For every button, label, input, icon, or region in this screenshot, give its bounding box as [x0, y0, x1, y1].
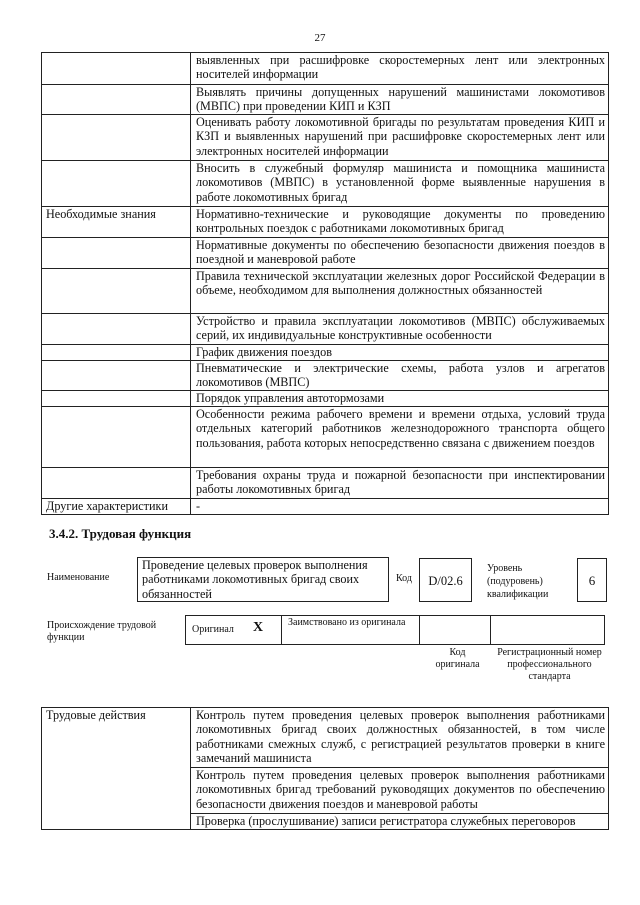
borrowed-label: Заимствовано из оригинала — [288, 617, 406, 628]
row-label — [42, 114, 191, 160]
table-row — [42, 85, 609, 115]
origin-label: Происхождение трудовой функции — [47, 620, 157, 643]
table-row — [42, 237, 609, 268]
original-label: Оригинал — [192, 624, 234, 635]
row-label — [42, 85, 191, 115]
row-label — [42, 237, 191, 268]
table-row — [42, 160, 609, 206]
table-row — [42, 498, 609, 514]
level-value-box — [577, 558, 607, 602]
row-label — [42, 268, 191, 313]
row-text: Оценивать работу локомотивной бригады по результатам проведения КИП и КЗП и выявленных нарушений при расшифровке скоростемерных лент или электронных носителей информации — [191, 114, 609, 160]
row-label: Трудовые действия — [42, 708, 191, 830]
table-row — [42, 467, 609, 498]
row-label — [42, 344, 191, 360]
row-label — [42, 467, 191, 498]
row-label: Другие характеристики — [42, 498, 191, 514]
row-text: Контроль путем проведения целевых проверок выполнения работниками локомотивных бригад требований руководящих документов по обеспечению безопасности движения поездов и маневровой работы — [191, 768, 609, 814]
table-row — [42, 360, 609, 390]
table-row — [42, 114, 609, 160]
code-value-box — [419, 558, 472, 602]
table-row — [42, 406, 609, 467]
row-label — [42, 160, 191, 206]
row-text: Особенности режима рабочего времени и времени отдыха, условий труда отдельных категорий работников железнодорожного транспорта общего пользования, работа которых непосредственно связана с движением поездов — [191, 406, 609, 467]
table-row — [42, 344, 609, 360]
row-text: выявленных при расшифровке скоростемерных лент или электронных носителей информации — [191, 53, 609, 85]
labor-actions-table — [41, 707, 609, 830]
row-text: Пневматические и электрические схемы, работа узлов и агрегатов локомотивов (МВПС) — [191, 360, 609, 390]
function-name-value: Проведение целевых проверок выполнения работниками локомотивных бригад своих обязанностей — [142, 558, 368, 601]
table-row — [42, 53, 609, 85]
row-label — [42, 390, 191, 406]
row-text: - — [191, 498, 609, 514]
table-row — [42, 313, 609, 344]
row-text: Нормативно-технические и руководящие документы по проведению контрольных поездок с работниками локомотивных бригад — [191, 206, 609, 237]
row-label: Необходимые знания — [42, 206, 191, 237]
row-text: Порядок управления автотормозами — [191, 390, 609, 406]
level-label: Уровень (подуровень) квалификации — [487, 563, 549, 600]
code-label: Код — [396, 573, 412, 584]
skills-knowledge-table — [41, 52, 609, 515]
section-title: 3.4.2. Трудовая функция — [49, 526, 192, 541]
code-original-caption: Код оригинала — [435, 647, 480, 670]
row-text: Контроль путем проведения целевых проверок выполнения работниками локомотивных бригад своих должностных обязанностей, в том числе работниками смежных служб, с регистрацией результатов проверки в книге замечаний машиниста — [191, 708, 609, 768]
row-text: Нормативные документы по обеспечению безопасности движения поездов в поездной и маневровой работе — [191, 237, 609, 268]
code-original-cell — [419, 615, 491, 645]
table-row — [42, 206, 609, 237]
page-number: 27 — [314, 32, 326, 44]
reg-number-caption: Регистрационный номер профессионального стандарта — [497, 647, 602, 682]
row-label — [42, 406, 191, 467]
row-text: Правила технической эксплуатации железных дорог Российской Федерации в объеме, необходимом для выполнения должностных обязанностей — [191, 268, 609, 313]
row-text: Требования охраны труда и пожарной безопасности при инспектировании работы локомотивных бригад — [191, 467, 609, 498]
row-text: Выявлять причины допущенных нарушений машинистами локомотивов (МВПС) при проведении КИП и КЗП — [191, 85, 609, 115]
row-label — [42, 313, 191, 344]
row-label — [42, 360, 191, 390]
row-text: Вносить в служебный формуляр машиниста и помощника машиниста локомотивов (МВПС) в установленной форме выявленные нарушения в работе локомотивных бригад — [191, 160, 609, 206]
row-label — [42, 53, 191, 85]
table-row — [42, 708, 609, 768]
code-value: D/02.6 — [428, 574, 463, 588]
name-label: Наименование — [47, 572, 110, 583]
function-name-box — [137, 557, 389, 602]
row-text: Проверка (прослушивание) записи регистратора служебных переговоров — [191, 814, 609, 830]
level-value: 6 — [588, 573, 596, 588]
table-row — [42, 268, 609, 313]
original-mark: X — [253, 620, 264, 635]
row-text: График движения поездов — [191, 344, 609, 360]
table-row — [42, 390, 609, 406]
row-text: Устройство и правила эксплуатации локомотивов (МВПС) обслуживаемых серий, их индивидуальные конструктивные особенности — [191, 313, 609, 344]
